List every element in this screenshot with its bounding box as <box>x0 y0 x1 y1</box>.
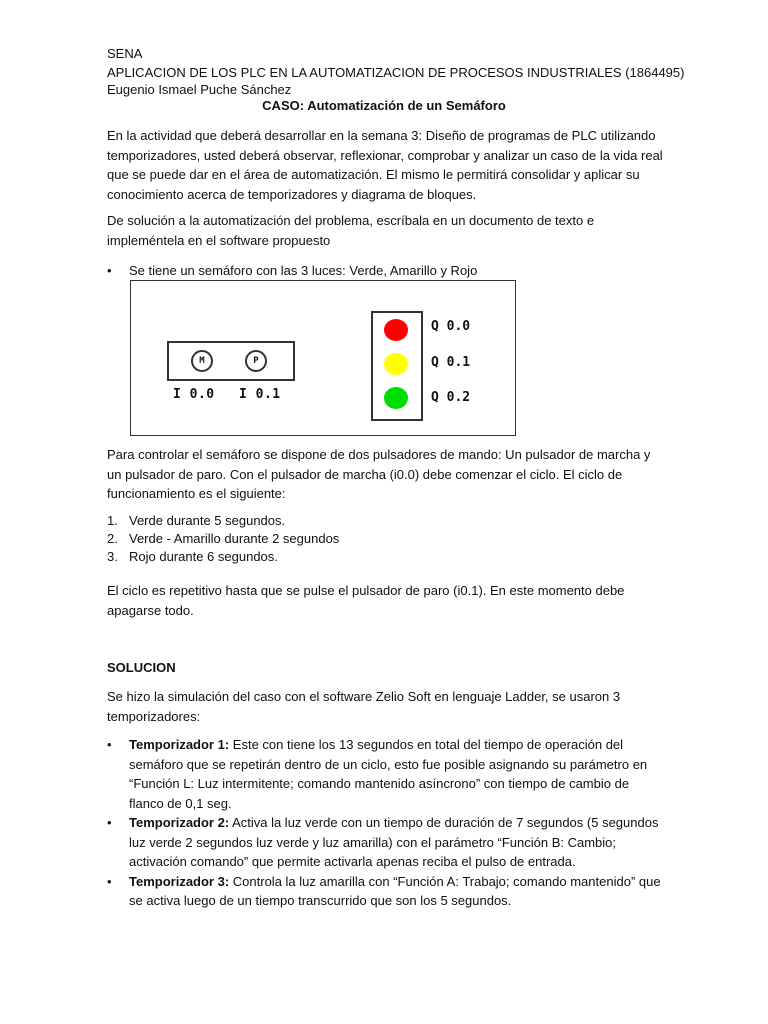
traffic-light-figure <box>130 280 516 436</box>
bullet-dot: • <box>107 737 112 752</box>
output-label-yellow: Q 0.1 <box>431 355 471 370</box>
bullet-dot: • <box>107 873 112 889</box>
timer-label: Temporizador 1: <box>129 737 230 752</box>
step-text: Rojo durante 6 segundos. <box>129 549 278 564</box>
org-name: SENA <box>107 46 143 61</box>
timer-label: Temporizador 2: <box>129 815 230 830</box>
intro-paragraph: En la actividad que deberá desarrollar en la semana 3: Diseño de programas de PLC utilizando temporizadores, usted deberá observar, reflexionar, comprobar y analizar un caso de la vida real que se puede dar en el área de automatización. El mismo le permitirá consolidar y aplicar su conocimiento acerca de temporizadores y diagrama de bloques. <box>107 128 663 202</box>
timer-item <box>107 735 667 813</box>
course-title: APLICACION DE LOS PLC EN LA AUTOMATIZACION DE PROCESOS INDUSTRIALES (1864495) <box>107 65 685 80</box>
green-lamp <box>384 387 408 409</box>
step-text: Verde - Amarillo durante 2 segundos <box>129 531 340 546</box>
timer-item <box>107 813 667 872</box>
instruction-paragraph: De solución a la automatización del problema, escríbala en un documento de texto e impleméntela en el software propuesto <box>107 213 595 248</box>
input-label-start: I 0.0 <box>173 387 215 402</box>
timer-description: Activa la luz verde con un tiempo de duración de 7 segundos (5 segundos luz verde 2 segundos luz verde y luz amarilla) con el parámetro “Función B: Cambio; activación comando” que permite activarla apenas reciba el pulso de entrada. <box>129 815 659 869</box>
timer-label: Temporizador 3: <box>129 873 230 889</box>
traffic-light-housing <box>371 311 423 421</box>
bullet-text: Se tiene un semáforo con las 3 luces: Verde, Amarillo y Rojo <box>129 263 478 278</box>
timer-item <box>107 872 667 911</box>
solution-intro: Se hizo la simulación del caso con el software Zelio Soft en lenguaje Ladder, se usaron 3 temporizadores: <box>107 689 621 724</box>
cycle-repeat-paragraph: El ciclo es repetitivo hasta que se pulse el pulsador de paro (i0.1). En este momento debe apagarse todo. <box>107 583 625 618</box>
start-button-symbol: M <box>191 350 213 372</box>
stop-button-symbol: P <box>245 350 267 372</box>
input-label-stop: I 0.1 <box>239 387 281 402</box>
output-label-green: Q 0.2 <box>431 390 471 405</box>
bullet-dot: • <box>107 815 112 830</box>
step-number: 3. <box>107 549 118 564</box>
control-panel-box <box>167 341 295 381</box>
solution-heading: SOLUCION <box>107 660 176 675</box>
case-title: CASO: Automatización de un Semáforo <box>262 98 506 113</box>
timer-description: Este con tiene los 13 segundos en total del tiempo de operación del semáforo que se repetirán dentro de un ciclo, esto fue posible asignando su parámetro en “Función L: Luz intermitente; comando mantenido asíncrono” con tiempo de cambio de flanco de 0,1 seg. <box>129 737 648 811</box>
step-number: 1. <box>107 513 118 528</box>
yellow-lamp <box>384 353 408 375</box>
author-name: Eugenio Ismael Puche Sánchez <box>107 82 292 97</box>
timer-description: Controla la luz amarilla con “Función A: Trabajo; comando mantenido” que se activa luego de un tiempo transcurrido que son los 5 segundos. <box>129 873 661 908</box>
step-number: 2. <box>107 531 118 546</box>
control-description: Para controlar el semáforo se dispone de dos pulsadores de mando: Un pulsador de marcha y un pulsador de paro. Con el pulsador de marcha (i0.0) debe comenzar el ciclo. El ciclo de funcionamiento es el siguiente: <box>107 447 651 501</box>
red-lamp <box>384 319 408 341</box>
step-text: Verde durante 5 segundos. <box>129 513 286 528</box>
timer-list <box>107 735 667 911</box>
bullet-dot: • <box>107 263 112 278</box>
output-label-red: Q 0.0 <box>431 319 471 334</box>
